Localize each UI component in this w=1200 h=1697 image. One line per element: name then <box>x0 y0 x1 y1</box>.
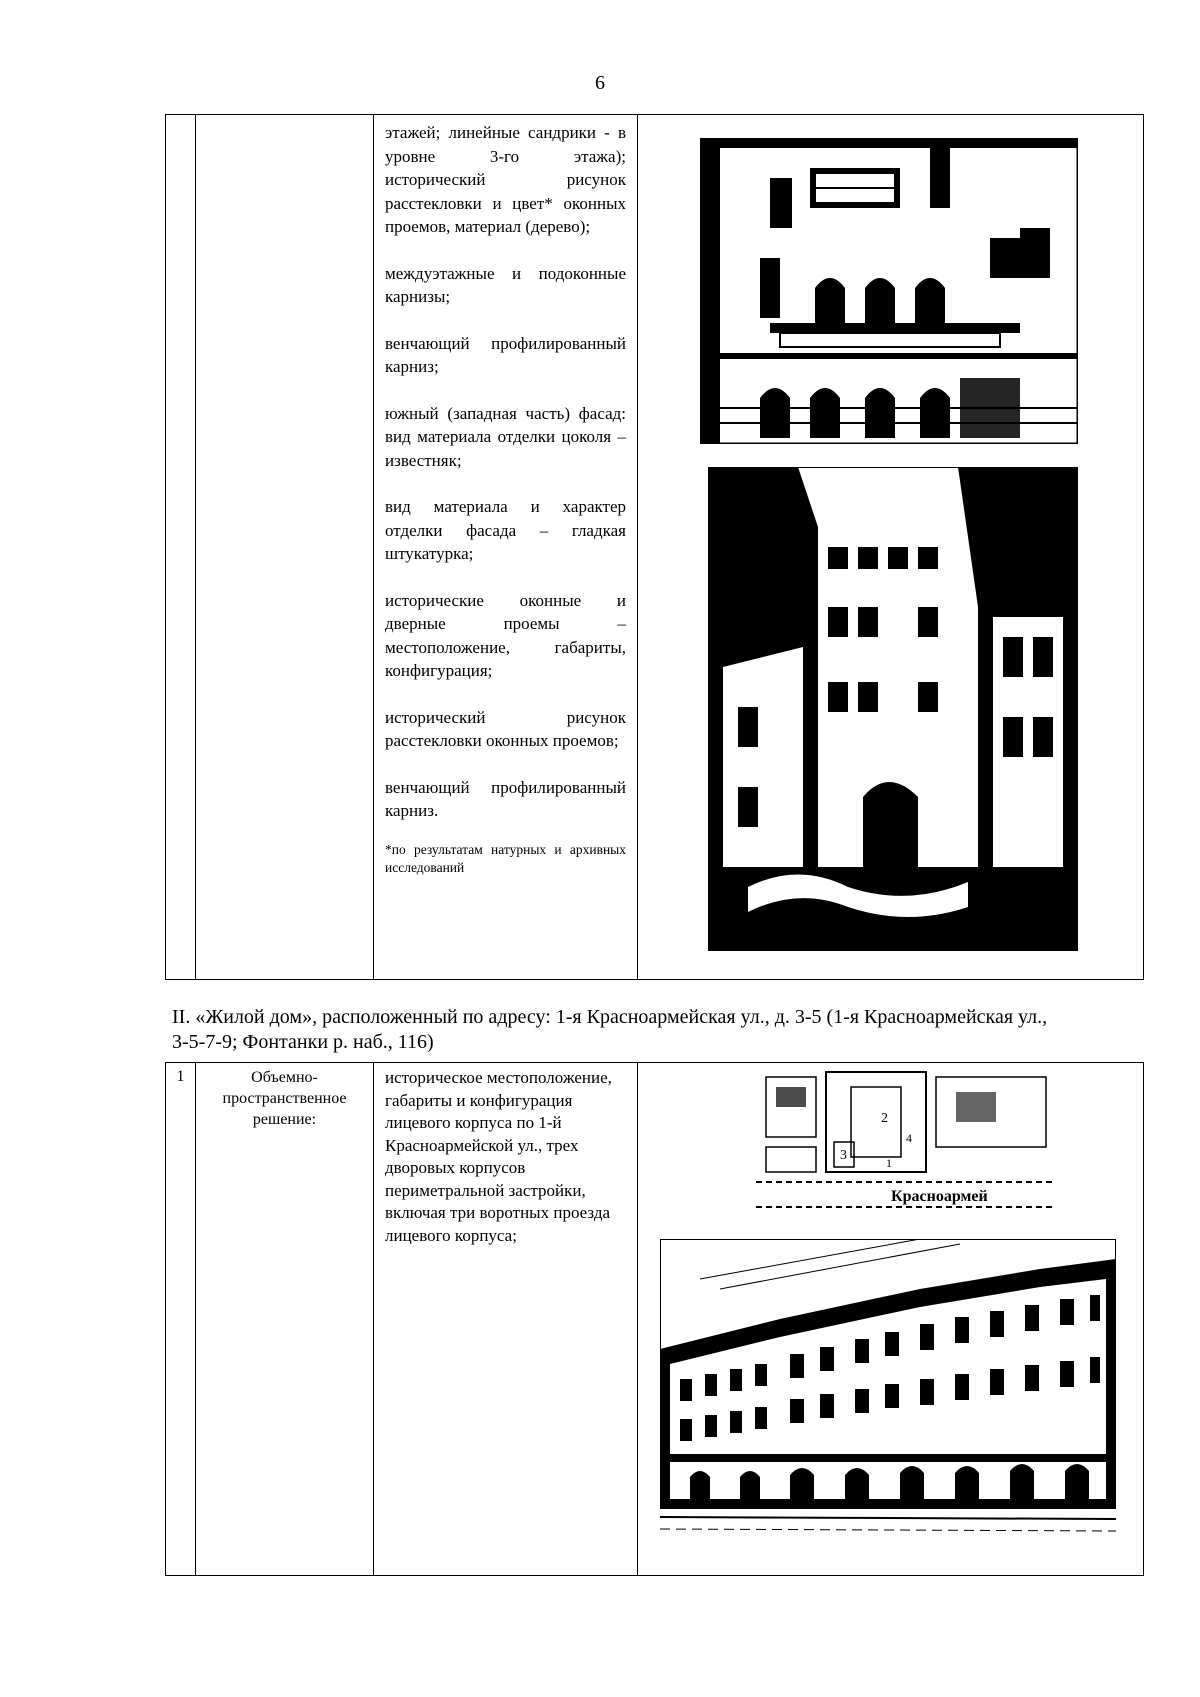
map-block-label: 4 <box>906 1131 912 1145</box>
element-name-cell: Объемно-пространственное решение: <box>196 1063 374 1576</box>
facade-photo-1 <box>700 138 1078 444</box>
footnote: *по результатам натурных и архивных исследований <box>385 841 626 875</box>
description-paragraph: вид материала и характер отделки фасада – гладкая штукатурка; <box>385 497 626 563</box>
row-number-cell: 1 <box>166 1063 196 1576</box>
description-paragraph: венчающий профилированный карниз; <box>385 333 626 376</box>
table-section-2 <box>165 1062 1144 1576</box>
map-block-label: 1 <box>886 1156 892 1170</box>
street-facade-photo <box>660 1239 1116 1543</box>
description-paragraph: исторические оконные и дверные проемы – местоположение, габариты, конфигурация; <box>385 590 626 680</box>
table-row <box>166 115 1144 980</box>
photo-cell <box>638 1063 1144 1576</box>
map-block-label: 2 <box>881 1111 888 1126</box>
row-number-cell <box>166 115 196 980</box>
courtyard-photo-2 <box>708 467 1078 951</box>
table-continuation <box>165 114 1144 980</box>
description-paragraph: венчающий профилированный карниз. <box>385 777 626 820</box>
description-cell <box>374 115 638 980</box>
table-row <box>166 1063 1144 1576</box>
description-cell: историческое местоположение, габариты и конфигурация лицевого корпуса по 1-й Красноармейской ул., трех дворовых корпусов периметральной застройки, включая три воротных проезда лицевого корпуса; <box>374 1063 638 1576</box>
element-name-cell <box>196 115 374 980</box>
photo-cell <box>638 115 1144 980</box>
description-paragraph: междуэтажные и подоконные карнизы; <box>385 263 626 306</box>
page-number: 6 <box>595 72 605 94</box>
description-paragraph: этажей; линейные сандрики - в уровне 3-го этажа); исторический рисунок расстекловки и цвет* оконных проемов, материал (дерево); <box>385 123 626 236</box>
map-block-label: 3 <box>840 1148 847 1163</box>
description-paragraph: исторический рисунок расстекловки оконных проемов; <box>385 707 626 750</box>
description-paragraph: южный (западная часть) фасад: вид материала отделки цоколя – известняк; <box>385 403 626 470</box>
map-street-label: Красноармей <box>891 1188 988 1205</box>
section-caption: II. «Жилой дом», расположенный по адресу: 1-я Красноармейская ул., д. 3-5 (1-я Красноармейская ул., 3-5-7-9; Фонтанки р. наб., 116) <box>172 1006 1048 1053</box>
site-map <box>756 1067 1056 1217</box>
